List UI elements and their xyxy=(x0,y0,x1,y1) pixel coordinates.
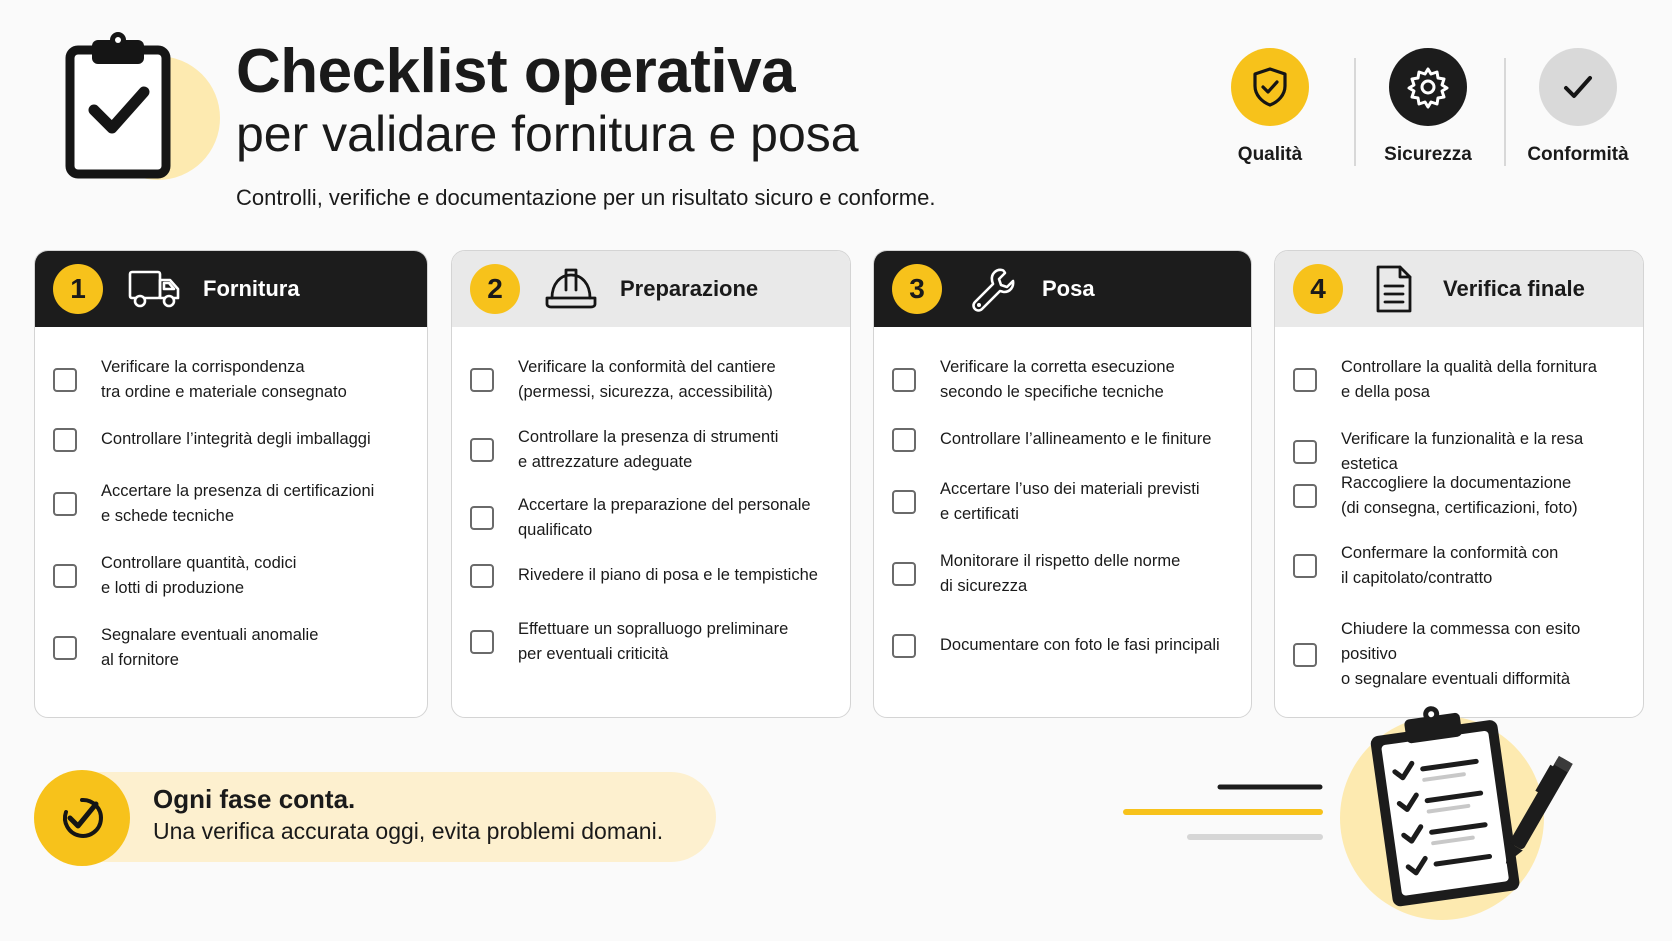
checklist-item-text: Verificare la corretta esecuzione secondo le specifiche tecniche xyxy=(940,358,1175,401)
checklist-item[interactable] xyxy=(53,623,415,673)
checkbox[interactable] xyxy=(53,492,77,516)
checklist-item[interactable] xyxy=(892,477,1239,527)
checkbox[interactable] xyxy=(470,506,494,530)
checklist-item-text: Confermare la conformità con il capitolato/contratto xyxy=(1341,544,1559,587)
checklist-item-text: Verificare la corrispondenza tra ordine e materiale consegnato xyxy=(101,358,347,401)
checklist-item[interactable] xyxy=(892,355,1239,405)
checklist-item[interactable] xyxy=(470,563,838,588)
checklist-item[interactable] xyxy=(892,633,1239,658)
badge-compliance xyxy=(1508,48,1648,166)
checklist-item-text: Controllare la qualità della fornitura e della posa xyxy=(1341,358,1597,401)
clipboard-pen-illustration xyxy=(1330,700,1590,920)
shield-check-icon xyxy=(1231,48,1309,126)
checklist-item-text: Documentare con foto le fasi principali xyxy=(940,636,1220,654)
checklist-item[interactable] xyxy=(53,479,415,529)
truck-icon xyxy=(125,264,183,314)
checklist-item-text: Accertare la preparazione del personale qualificato xyxy=(518,496,811,539)
checklist-item[interactable] xyxy=(1293,427,1631,477)
phase-number: 3 xyxy=(892,264,942,314)
checklist-item[interactable] xyxy=(892,549,1239,599)
checkbox[interactable] xyxy=(470,630,494,654)
badge-label: Qualità xyxy=(1237,144,1303,165)
checklist-item-text: Chiudere la commessa con esito positivo o segnalare eventuali difformità xyxy=(1341,620,1581,688)
checklist-item-text: Segnalare eventuali anomalie al fornitore xyxy=(101,626,319,669)
checkbox[interactable] xyxy=(892,490,916,514)
checklist-item-text: Effettuare un sopralluogo preliminare per eventuali criticità xyxy=(518,620,789,663)
footer-banner xyxy=(40,772,716,862)
checklist-item[interactable] xyxy=(1293,471,1631,521)
check-icon xyxy=(1539,48,1617,126)
gear-icon xyxy=(1389,48,1467,126)
checklist-item[interactable] xyxy=(470,617,838,667)
checklist-item[interactable] xyxy=(53,355,415,405)
checklist-item[interactable] xyxy=(53,427,415,452)
checklist-item[interactable] xyxy=(892,427,1239,452)
checkbox[interactable] xyxy=(892,368,916,392)
checklist-item-text: Controllare l’allineamento e le finiture xyxy=(940,430,1212,448)
page-title: Checklist operativa xyxy=(236,37,796,106)
checklist-item-text: Verificare la conformità del cantiere (permessi, sicurezza, accessibilità) xyxy=(518,358,776,401)
checklist-item[interactable] xyxy=(470,355,838,405)
phase-number: 2 xyxy=(470,264,520,314)
checklist-item[interactable] xyxy=(1293,355,1631,405)
clipboard-check-icon xyxy=(60,30,220,190)
phase-number: 1 xyxy=(53,264,103,314)
checklist-item[interactable] xyxy=(1293,541,1631,591)
page-tagline: Controlli, verifiche e documentazione per un risultato sicuro e conforme. xyxy=(236,185,936,210)
checklist-item-text: Accertare l’uso dei materiali previsti e certificati xyxy=(940,480,1200,523)
phase-title: Preparazione xyxy=(620,276,759,301)
phase-header xyxy=(452,251,850,327)
checklist-item[interactable] xyxy=(53,551,415,601)
phase-card-posa xyxy=(873,250,1252,718)
checkbox[interactable] xyxy=(1293,554,1317,578)
checklist-item[interactable] xyxy=(470,425,838,475)
checkbox[interactable] xyxy=(53,428,77,452)
document-icon xyxy=(1365,264,1423,314)
phase-card-preparazione xyxy=(451,250,851,718)
checklist-item-text: Monitorare il rispetto delle norme di sicurezza xyxy=(940,552,1181,595)
badge-divider xyxy=(1354,58,1356,166)
checkbox[interactable] xyxy=(1293,440,1317,464)
badge-divider xyxy=(1504,58,1506,166)
phase-header xyxy=(35,251,427,327)
phase-card-fornitura xyxy=(34,250,428,718)
checkbox[interactable] xyxy=(470,438,494,462)
checklist-item[interactable] xyxy=(470,493,838,543)
footer-title: Ogni fase conta. xyxy=(153,784,356,814)
checklist-item-text: Raccogliere la documentazione (di consegna, certificazioni, foto) xyxy=(1341,474,1578,517)
checklist-item-text: Controllare l’integrità degli imballaggi xyxy=(101,430,371,448)
checkbox[interactable] xyxy=(892,428,916,452)
checkbox[interactable] xyxy=(470,564,494,588)
check-badge-icon xyxy=(34,770,130,866)
checklist-item[interactable] xyxy=(1293,617,1631,692)
wrench-icon xyxy=(964,264,1022,314)
checkbox[interactable] xyxy=(53,564,77,588)
checkbox[interactable] xyxy=(53,636,77,660)
checkbox[interactable] xyxy=(892,634,916,658)
phase-card-verifica-finale xyxy=(1274,250,1644,718)
checkbox[interactable] xyxy=(53,368,77,392)
phase-title: Verifica finale xyxy=(1443,276,1585,301)
badge-safety xyxy=(1358,48,1498,166)
phase-title: Posa xyxy=(1042,276,1095,301)
checklist-item-text: Rivedere il piano di posa e le tempistiche xyxy=(518,566,818,584)
checkbox[interactable] xyxy=(892,562,916,586)
checklist-item-text: Verificare la funzionalità e la resa estetica xyxy=(1341,430,1584,473)
checkbox[interactable] xyxy=(1293,368,1317,392)
page-subtitle: per validare fornitura e posa xyxy=(236,106,859,162)
phase-title: Fornitura xyxy=(203,276,300,301)
checkbox[interactable] xyxy=(1293,643,1317,667)
phase-number: 4 xyxy=(1293,264,1343,314)
checklist-item-text: Accertare la presenza di certificazioni e schede tecniche xyxy=(101,482,375,525)
badge-group xyxy=(1200,48,1640,178)
badge-quality xyxy=(1200,48,1340,166)
badge-label: Conformità xyxy=(1527,144,1629,165)
checkbox[interactable] xyxy=(1293,484,1317,508)
checklist-item-text: Controllare la presenza di strumenti e attrezzature adeguate xyxy=(518,428,779,471)
footer-subtitle: Una verifica accurata oggi, evita problemi domani. xyxy=(153,818,664,844)
hard-hat-icon xyxy=(542,264,600,314)
phase-header xyxy=(874,251,1251,327)
badge-label: Sicurezza xyxy=(1384,144,1472,165)
checkbox[interactable] xyxy=(470,368,494,392)
phase-header xyxy=(1275,251,1643,327)
checklist-item-text: Controllare quantità, codici e lotti di produzione xyxy=(101,554,297,597)
